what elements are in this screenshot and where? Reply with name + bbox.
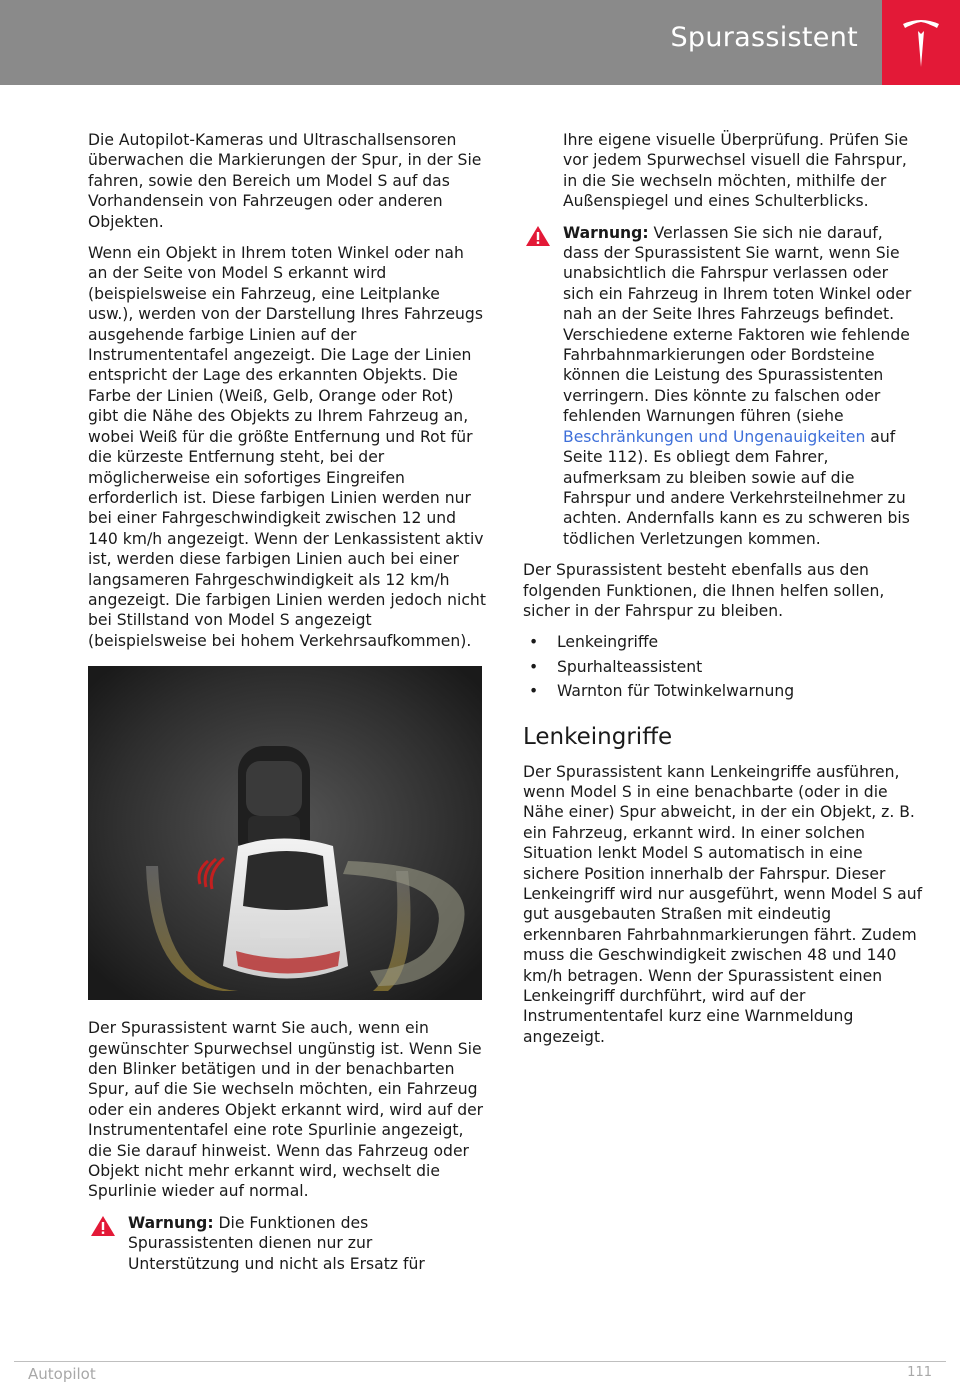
list-item: • Spurhalteassistent (523, 657, 923, 677)
warning-triangle-icon (90, 1215, 116, 1237)
list-item: • Warnton für Totwinkelwarnung (523, 681, 923, 701)
page-title: Spurassistent (670, 22, 858, 53)
right-column (523, 130, 923, 1058)
header-bar (0, 0, 960, 85)
list-item: • Lenkeingriffe (523, 632, 923, 652)
warning-text: Die Funktionen des Spurassistenten dienen nur zur Unterstützung und nicht als Ersatz für (128, 1213, 425, 1273)
intro-paragraph: Die Autopilot-Kameras und Ultraschallsensoren überwachen die Markierungen der Spur, in der Sie fahren, sowie den Bereich um Model S auf das Vorhandensein von Fahrzeugen oder anderen Objekten. (88, 131, 482, 231)
warning-text-b: auf Seite 112). Es obliegt dem Fahrer, aufmerksam zu bleiben sowie auf die Fahrspur und andere Verkehrsteilnehmer zu achten. Andernfalls kann es zu schweren bis tödlichen Verletzungen kommen. (563, 427, 910, 548)
footer-section: Autopilot (28, 1365, 96, 1383)
limitations-link[interactable]: Beschränkungen und Ungenauigkeiten (563, 427, 866, 446)
own-vehicle (223, 839, 348, 979)
lane-change-paragraph: Der Spurassistent warnt Sie auch, wenn ein gewünschter Spurwechsel ungünstig ist. Wenn Sie den Blinker betätigen und in der benachbarten Spur, auf die Sie wechseln möchten, ein Fahrzeug oder ein anderes Objekt erkannt wird, wird auf der Instrumententafel eine rote Spurlinie angezeigt, die Sie darauf hinweist. Wenn das Fahrzeug oder Objekt nicht mehr erkannt wird, wechselt die Spurlinie wieder auf normal. (88, 1019, 484, 1201)
left-column (88, 130, 488, 1285)
blind-spot-paragraph: Wenn ein Objekt in Ihrem toten Winkel oder nah an der Seite von Model S erkannt wird (beispielsweise ein Fahrzeug, eine Leitplanke usw.), werden von der Darstellung Ihres Fahrzeugs ausgehende farbige Linien auf der Instrumententafel angezeigt. Die Lage der Linien entspricht der Lage des erkannten Objekts. Die Farbe der Linien (Weiß, Gelb, Orange oder Rot) gibt die Nähe des Objekts zu Ihrem Fahrzeug an, wobei Weiß für die größte Entfernung und Rot für die kürzeste Entfernung steht, bei der möglicherweise ein sofortiges Eingreifen erforderlich ist. Diese farbigen Linien werden nur bei einer Fahrgeschwindigkeit zwischen 12 und 140 km/h angezeigt. Wenn der Lenkassistent aktiv ist, werden diese farbigen Linien auch bei einer langsameren Fahrgeschwindigkeit als 12 km/h angezeigt. Die farbigen Linien werden jedoch nicht bei Stillstand von Model S angezeigt (beispielsweise bei hohem Verkehrsaufkommen). (88, 244, 486, 650)
tesla-logo-icon (902, 15, 940, 69)
warning-label: Warnung: (128, 1213, 214, 1232)
steering-paragraph: Der Spurassistent kann Lenkeingriffe ausführen, wenn Model S in eine benachbarte (oder in die Nähe einer) Spur abweicht, in der ein Objekt, z. B. ein Fahrzeug, erkannt wird. In einer solchen Situation lenkt Model S automatisch in eine sichere Position innerhalb der Fahrspur. Dieser Lenkeingriff wird nur ausgeführt, wenn Model S auf gut ausgebauten Straßen mit eindeutig erkennbaren Fahrbahnmarkierungen fährt. Zudem muss die Geschwindigkeit zwischen 48 und 140 km/h betragen. Wenn der Spurassistent einen Lenkeingriff durchführt, wird auf der Instrumententafel kurz eine Warnmeldung angezeigt. (523, 762, 923, 1046)
warning-block-1 (88, 1213, 488, 1274)
footer-divider (14, 1361, 946, 1362)
warning-triangle-icon (525, 225, 551, 247)
warning-continuation: Ihre eigene visuelle Überprüfung. Prüfen Sie vor jedem Spurwechsel visuell die Fahrspur, in die Sie wechseln möchten, mithilfe der Außenspiegel und eines Schulterblicks. (563, 131, 909, 211)
feature-list (523, 632, 923, 701)
warning-block-2 (523, 223, 923, 550)
lane-assist-illustration (88, 666, 482, 1000)
features-paragraph: Der Spurassistent besteht ebenfalls aus den folgenden Funktionen, die Ihnen helfen sollen, sicher in der Fahrspur zu bleiben. (523, 561, 885, 620)
section-heading: Lenkeingriffe (523, 723, 673, 750)
warning-text-a: Verlassen Sie sich nie darauf, dass der Spurassistent Sie warnt, wenn Sie unabsichtlich die Fahrspur verlassen oder sich ein Fahrzeug in Ihrem toten Winkel oder nah an der Seite Ihres Fahrzeugs befindet. Verschiedene externe Faktoren wie fehlende Fahrbahnmarkierungen oder Bordsteine können die Leistung des Spurassistenten verringern. Dies könnte zu falschen oder fehlenden Warnungen führen (siehe (563, 223, 912, 426)
brand-logo (882, 0, 960, 85)
page-number: 111 (907, 1365, 932, 1380)
warning-label: Warnung: (563, 223, 649, 242)
